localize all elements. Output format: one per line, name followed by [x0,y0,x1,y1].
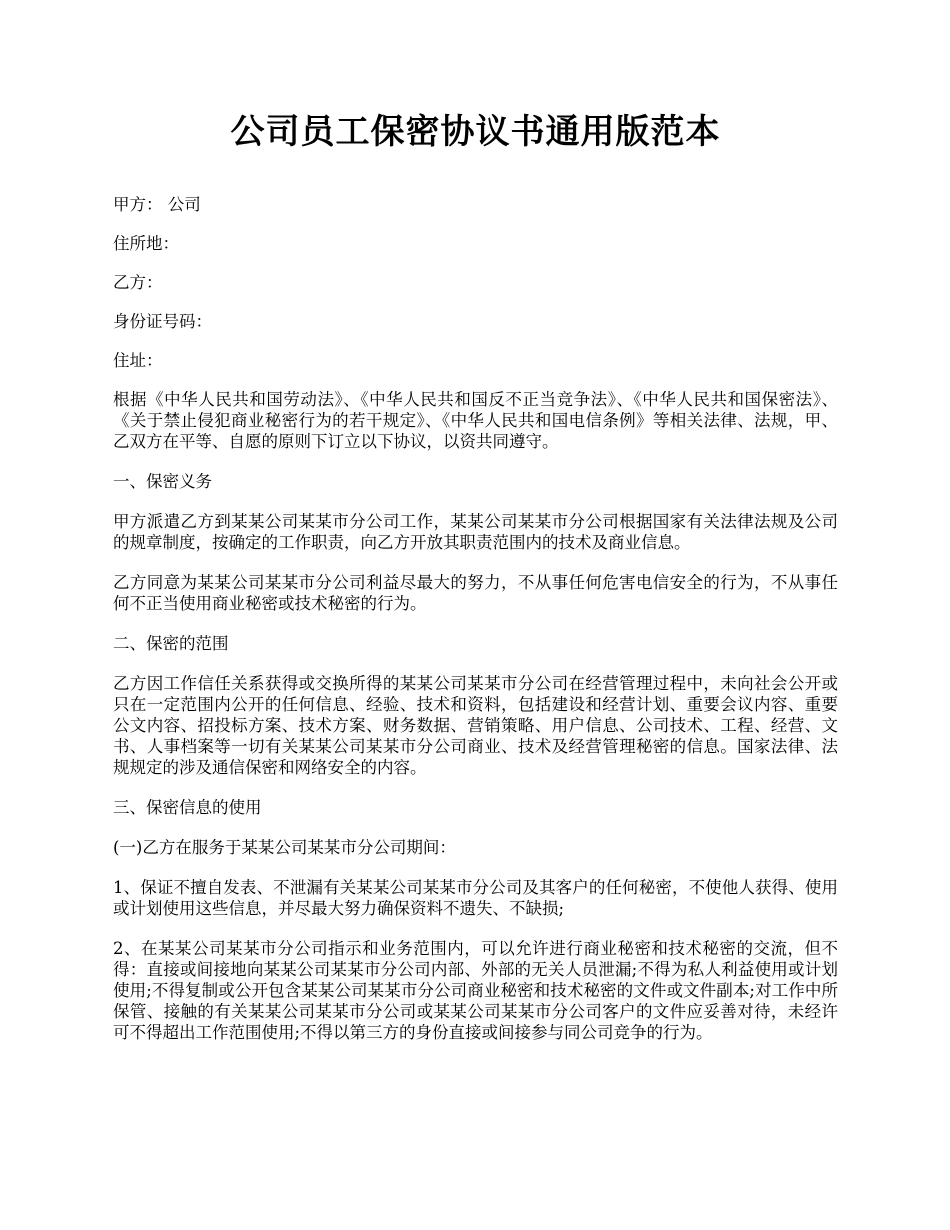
party-b-address-line: 住址： [113,351,163,370]
id-number-line: 身份证号码： [113,312,212,331]
party-b-line: 乙方： [113,273,163,292]
use-subheading: (一)乙方在服务于某某公司某某市分公司期间： [113,838,456,857]
duty-paragraph-2: 乙方同意为某某公司某某市分公司利益尽最大的努力，不从事任何危害电信安全的行为，不从事任何不正当使用商业秘密或技术秘密的行为。 [113,573,838,613]
section-heading-confidentiality-duty: 一、保密义务 [113,472,212,491]
document-title: 公司员工保密协议书通用版范本 [230,112,721,152]
scope-paragraph: 乙方因工作信任关系获得或交换所得的某某公司某某市分公司在经营管理过程中，未向社会公开或只在一定范围内公开的任何信息、经验、技术和资料，包括建设和经营计划、重要会议内容、重要公文内容、招投标方案、技术方案、财务数据、营销策略、用户信息、公司技术、工程、经营、文书、人事档案等一切有关某某公司某某市分公司商业、技术及经营管理秘密的信息。国家法律、法规规定的涉及通信保密和网络安全的内容。 [113,674,838,777]
use-clause-2: 2、在某某公司某某市分公司指示和业务范围内，可以允许进行商业秘密和技术秘密的交流，但不得：直接或间接地向某某公司某某市分公司内部、外部的无关人员泄漏;不得为私人利益使用或计划使用;不得复制或公开包含某某公司某某市分公司商业秘密和技术秘密的文件或文件副本;对工作中所保管、接触的有关某某公司某某市分公司或某某公司某某市分公司客户的文件应妥善对待，未经许可不得超出工作范围使用;不得以第三方的身份直接或间接参与同公司竞争的行为。 [113,939,838,1042]
party-a-address-line: 住所地： [113,234,179,253]
preamble-paragraph: 根据《中华人民共和国劳动法》、《中华人民共和国反不正当竞争法》、《中华人民共和国保密法》、《关于禁止侵犯商业秘密行为的若干规定》、《中华人民共和国电信条例》等相关法律、法规，甲、乙双方在平等、自愿的原则下订立以下协议，以资共同遵守。 [113,390,838,451]
duty-paragraph-1: 甲方派遣乙方到某某公司某某市分公司工作，某某公司某某市分公司根据国家有关法律法规及公司的规章制度，按确定的工作职责，向乙方开放其职责范围内的技术及商业信息。 [113,512,838,552]
section-heading-scope: 二、保密的范围 [113,634,229,653]
use-clause-1: 1、保证不擅自发表、不泄漏有关某某公司某某市分公司及其客户的任何秘密，不使他人获得、使用或计划使用这些信息，并尽最大努力确保资料不遗失、不缺损; [113,878,838,918]
section-heading-use: 三、保密信息的使用 [113,798,262,817]
party-a-line: 甲方： 公司 [113,195,201,214]
